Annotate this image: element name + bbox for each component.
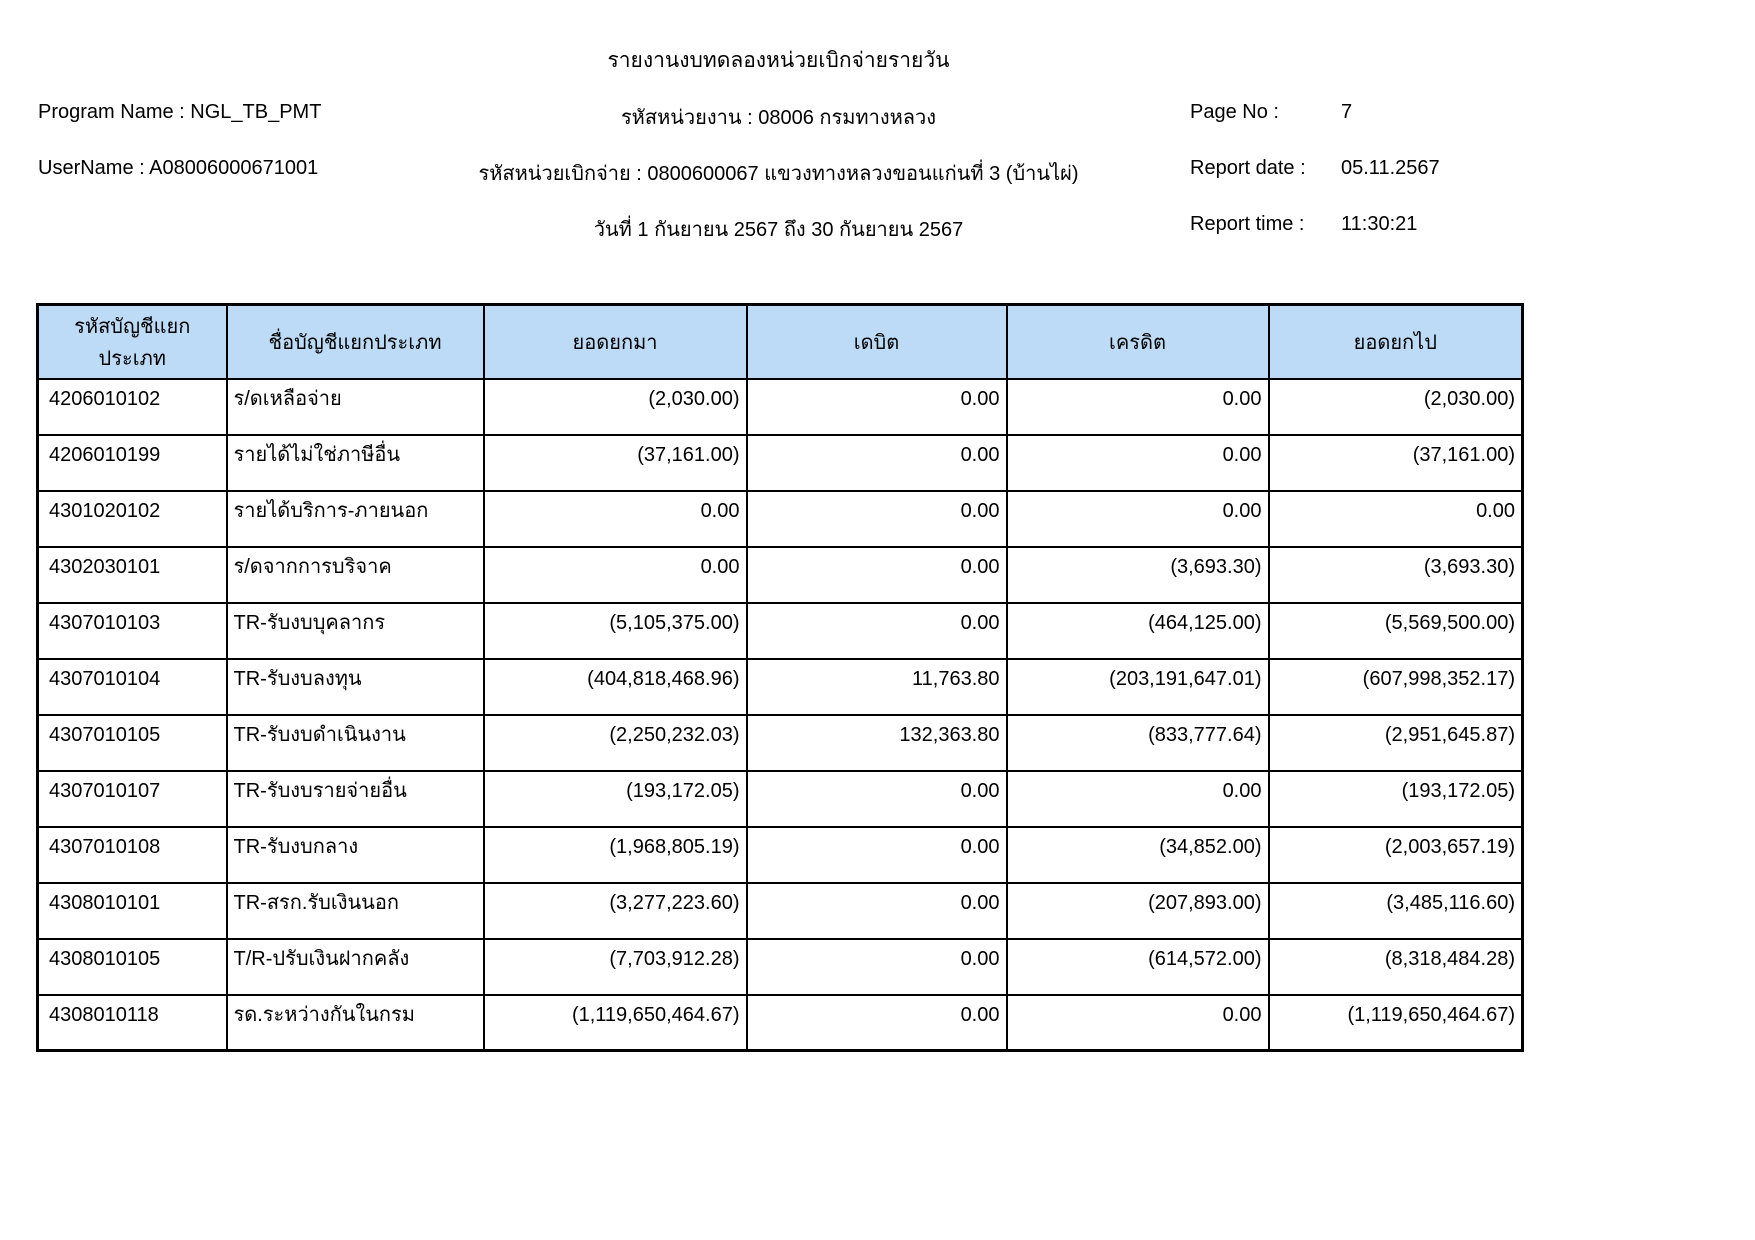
credit-cell: (34,852.00) [1007, 827, 1269, 883]
account-name-cell: TR-รับงบบุคลากร [227, 603, 484, 659]
date-range-line: วันที่ 1 กันยายน 2567 ถึง 30 กันยายน 2567 [593, 219, 964, 241]
debit-cell: 0.00 [747, 939, 1007, 995]
account-code-cell: 4308010101 [38, 883, 227, 939]
table-row [38, 771, 1523, 827]
account-name-cell: TR-รับงบลงทุน [227, 659, 484, 715]
report-time-value: 11:30:21 [1341, 213, 1418, 235]
account-code-cell: 4308010118 [38, 995, 227, 1051]
account-code-cell: 4307010104 [38, 659, 227, 715]
table-body [38, 379, 1523, 1051]
balance-carry-cell: (607,998,352.17) [1269, 659, 1523, 715]
table-row [38, 715, 1523, 771]
table-row [38, 435, 1523, 491]
balance-forward-cell: (1,119,650,464.67) [484, 995, 747, 1051]
balance-forward-cell: (193,172.05) [484, 771, 747, 827]
credit-cell: 0.00 [1007, 995, 1269, 1051]
col-header-balance-forward: ยอดยกมา [484, 305, 747, 379]
credit-cell: 0.00 [1007, 435, 1269, 491]
account-name-cell: TR-สรก.รับเงินนอก [227, 883, 484, 939]
credit-cell: (464,125.00) [1007, 603, 1269, 659]
report-time-label: Report time : [1190, 213, 1305, 235]
debit-cell: 0.00 [747, 603, 1007, 659]
balance-forward-cell: 0.00 [484, 547, 747, 603]
table-row [38, 883, 1523, 939]
balance-carry-cell: (1,119,650,464.67) [1269, 995, 1523, 1051]
table-header-row [38, 305, 1523, 379]
debit-cell: 0.00 [747, 491, 1007, 547]
account-name-cell: TR-รับงบดำเนินงาน [227, 715, 484, 771]
col-header-account-name: ชื่อบัญชีแยกประเภท [227, 305, 484, 379]
table-row [38, 547, 1523, 603]
balance-forward-cell: (1,968,805.19) [484, 827, 747, 883]
table-row [38, 939, 1523, 995]
balance-carry-cell: 0.00 [1269, 491, 1523, 547]
credit-cell: 0.00 [1007, 771, 1269, 827]
account-name-cell: รด.ระหว่างกันในกรม [227, 995, 484, 1051]
account-code-cell: 4206010199 [38, 435, 227, 491]
account-name-cell: T/R-ปรับเงินฝากคลัง [227, 939, 484, 995]
account-name-cell: ร/ดเหลือจ่าย [227, 379, 484, 435]
table-row [38, 379, 1523, 435]
balance-carry-cell: (8,318,484.28) [1269, 939, 1523, 995]
account-name-cell: TR-รับงบกลาง [227, 827, 484, 883]
report-date-label: Report date : [1190, 157, 1306, 179]
balance-forward-cell: (5,105,375.00) [484, 603, 747, 659]
debit-cell: 0.00 [747, 547, 1007, 603]
debit-cell: 0.00 [747, 995, 1007, 1051]
credit-cell: (207,893.00) [1007, 883, 1269, 939]
account-code-cell: 4206010102 [38, 379, 227, 435]
account-code-cell: 4307010105 [38, 715, 227, 771]
col-header-account-code: รหัสบัญชีแยกประเภท [38, 305, 227, 379]
account-code-cell: 4302030101 [38, 547, 227, 603]
balance-carry-cell: (2,003,657.19) [1269, 827, 1523, 883]
debit-cell: 132,363.80 [747, 715, 1007, 771]
agency-code-line: รหัสหน่วยงาน : 08006 กรมทางหลวง [620, 107, 937, 129]
account-code-cell: 4307010107 [38, 771, 227, 827]
account-code-cell: 4307010103 [38, 603, 227, 659]
balance-carry-cell: (3,693.30) [1269, 547, 1523, 603]
program-name-line: Program Name : NGL_TB_PMT [38, 101, 322, 123]
balance-carry-cell: (5,569,500.00) [1269, 603, 1523, 659]
col-header-debit: เดบิต [747, 305, 1007, 379]
balance-forward-cell: (404,818,468.96) [484, 659, 747, 715]
page-no-label: Page No : [1190, 101, 1279, 123]
report-date-value: 05.11.2567 [1341, 157, 1440, 179]
balance-forward-cell: (7,703,912.28) [484, 939, 747, 995]
balance-forward-cell: (2,030.00) [484, 379, 747, 435]
debit-cell: 0.00 [747, 379, 1007, 435]
account-code-cell: 4301020102 [38, 491, 227, 547]
balance-carry-cell: (193,172.05) [1269, 771, 1523, 827]
balance-carry-cell: (3,485,116.60) [1269, 883, 1523, 939]
table-row [38, 491, 1523, 547]
debit-cell: 0.00 [747, 827, 1007, 883]
balance-forward-cell: (3,277,223.60) [484, 883, 747, 939]
balance-carry-cell: (2,951,645.87) [1269, 715, 1523, 771]
credit-cell: 0.00 [1007, 491, 1269, 547]
credit-cell: (614,572.00) [1007, 939, 1269, 995]
balance-forward-cell: (37,161.00) [484, 435, 747, 491]
balance-carry-cell: (37,161.00) [1269, 435, 1523, 491]
credit-cell: (833,777.64) [1007, 715, 1269, 771]
table-row [38, 827, 1523, 883]
debit-cell: 0.00 [747, 883, 1007, 939]
username-line: UserName : A08006000671001 [38, 157, 319, 179]
table-row [38, 603, 1523, 659]
col-header-credit: เครดิต [1007, 305, 1269, 379]
col-header-balance-carry: ยอดยกไป [1269, 305, 1523, 379]
credit-cell: (3,693.30) [1007, 547, 1269, 603]
table-row [38, 659, 1523, 715]
report-title: รายงานงบทดลองหน่วยเบิกจ่ายรายวัน [607, 49, 950, 72]
debit-cell: 0.00 [747, 771, 1007, 827]
credit-cell: 0.00 [1007, 379, 1269, 435]
trial-balance-table [36, 303, 1524, 1052]
balance-forward-cell: (2,250,232.03) [484, 715, 747, 771]
account-code-cell: 4308010105 [38, 939, 227, 995]
debit-cell: 0.00 [747, 435, 1007, 491]
credit-cell: (203,191,647.01) [1007, 659, 1269, 715]
account-name-cell: รายได้ไม่ใช่ภาษีอื่น [227, 435, 484, 491]
account-name-cell: TR-รับงบรายจ่ายอื่น [227, 771, 484, 827]
balance-forward-cell: 0.00 [484, 491, 747, 547]
disbursement-unit-line: รหัสหน่วยเบิกจ่าย : 0800600067 แขวงทางหลวงขอนแก่นที่ 3 (บ้านไผ่) [478, 163, 1079, 185]
page-no-value: 7 [1341, 101, 1353, 123]
debit-cell: 11,763.80 [747, 659, 1007, 715]
table-row [38, 995, 1523, 1051]
account-code-cell: 4307010108 [38, 827, 227, 883]
account-name-cell: รายได้บริการ-ภายนอก [227, 491, 484, 547]
account-name-cell: ร/ดจากการบริจาค [227, 547, 484, 603]
balance-carry-cell: (2,030.00) [1269, 379, 1523, 435]
table-header [38, 305, 1523, 379]
